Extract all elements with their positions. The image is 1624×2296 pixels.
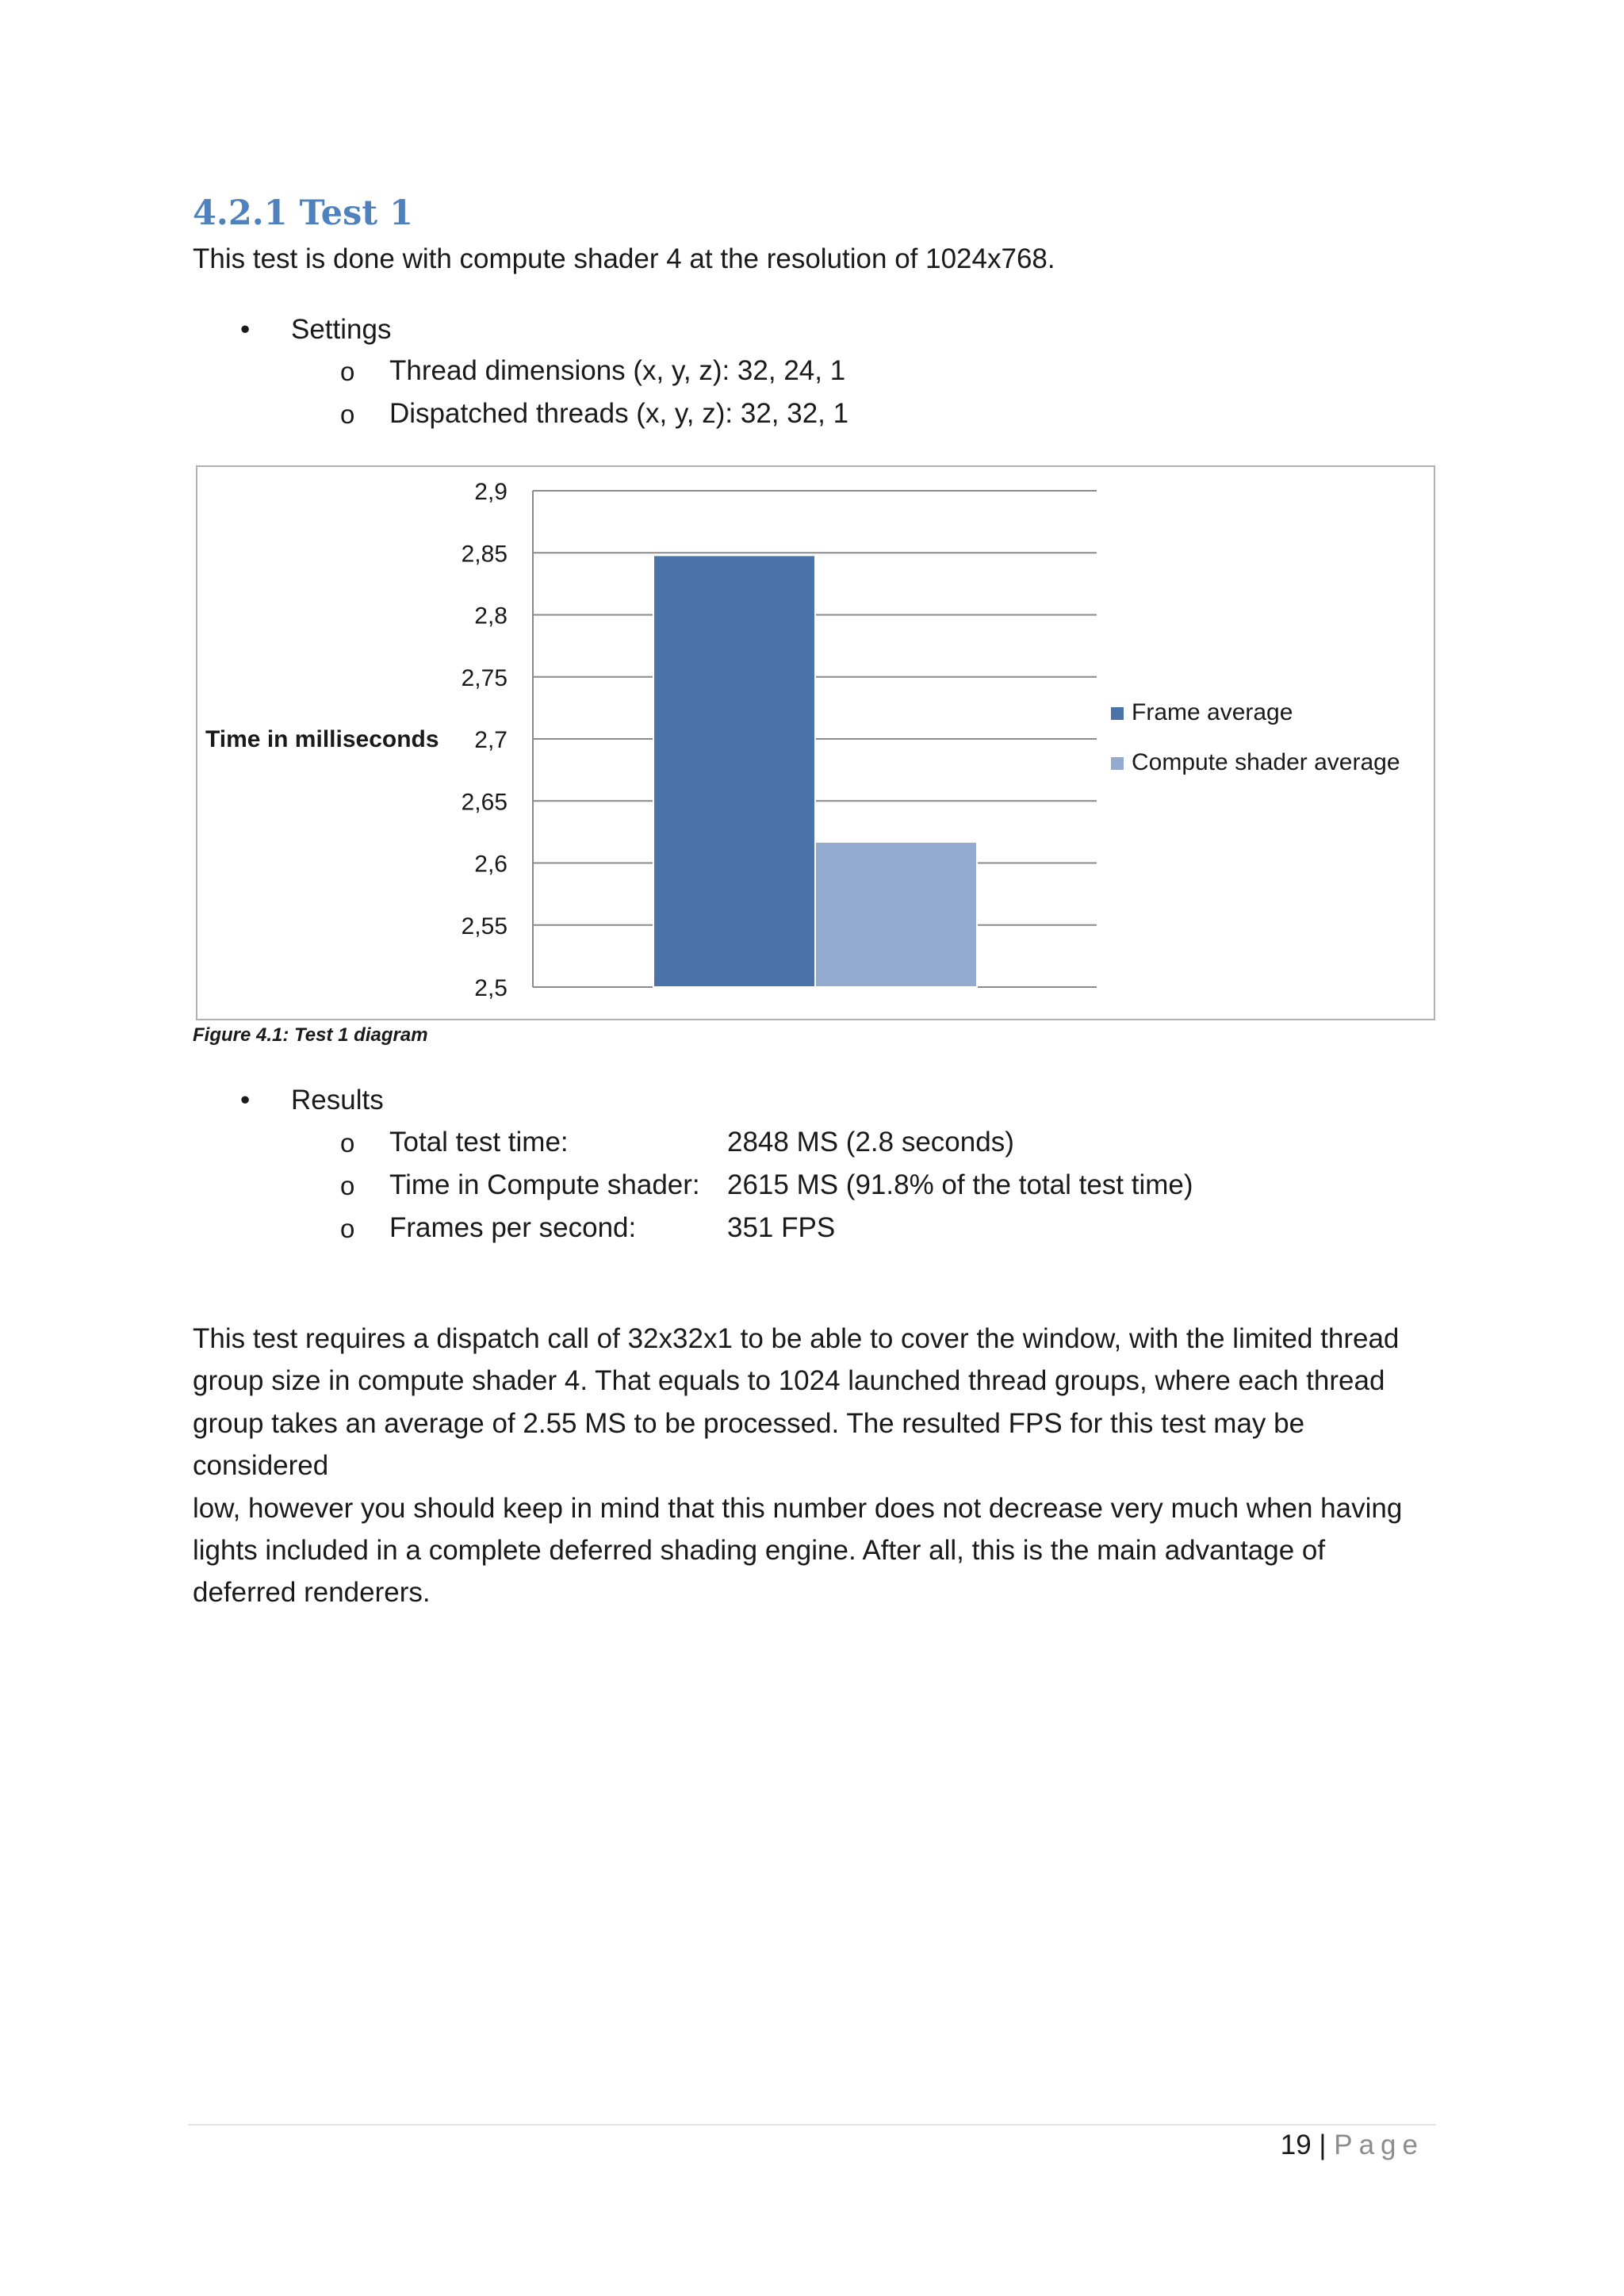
y-tick-label: 2,9 bbox=[474, 479, 508, 505]
result-value: 2615 MS (91.8% of the total test time) bbox=[727, 1169, 1193, 1200]
legend-swatch bbox=[1111, 757, 1124, 770]
figure-caption: Figure 4.1: Test 1 diagram bbox=[193, 1024, 428, 1046]
bar-compute-shader-average bbox=[815, 842, 977, 987]
results-label: Results bbox=[291, 1085, 384, 1115]
section-heading: 4.2.1 Test 1 bbox=[193, 193, 414, 233]
result-label: Frames per second: bbox=[389, 1212, 637, 1243]
result-value: 351 FPS bbox=[727, 1212, 836, 1243]
sub-bullet-marker: o bbox=[340, 1128, 355, 1158]
legend-label: Compute shader average bbox=[1132, 749, 1400, 775]
result-label: Time in Compute shader: bbox=[389, 1169, 700, 1200]
paragraph-line: group size in compute shader 4. That equals to 1024 launched thread groups, where each thread bbox=[193, 1365, 1385, 1397]
sub-bullet-marker: o bbox=[340, 400, 355, 429]
y-tick-label: 2,8 bbox=[474, 603, 508, 629]
bar-chart bbox=[197, 467, 1434, 1019]
settings-item: Thread dimensions (x, y, z): 32, 24, 1 bbox=[389, 355, 846, 386]
paragraph-line: low, however you should keep in mind that this number does not decrease very much when having bbox=[193, 1492, 1403, 1524]
paragraph-line: deferred renderers. bbox=[193, 1577, 431, 1609]
legend-label: Frame average bbox=[1132, 699, 1293, 725]
bullet-dot: • bbox=[240, 314, 251, 345]
intro-text: This test is done with compute shader 4 at the resolution of 1024x768. bbox=[193, 243, 1055, 274]
bullet-dot: • bbox=[240, 1085, 251, 1115]
result-value: 2848 MS (2.8 seconds) bbox=[727, 1127, 1014, 1158]
chart-frame bbox=[196, 465, 1435, 1020]
paragraph-line: This test requires a dispatch call of 32x32x1 to be able to cover the window, with the limited thread bbox=[193, 1323, 1400, 1354]
sub-bullet-marker: o bbox=[340, 357, 355, 386]
y-tick-label: 2,65 bbox=[461, 789, 508, 816]
bar-frame-average bbox=[653, 555, 815, 987]
footer-separator: | bbox=[1319, 2130, 1327, 2160]
page-footer bbox=[1189, 2130, 1424, 2161]
y-tick-label: 2,85 bbox=[461, 541, 508, 568]
sub-bullet-marker: o bbox=[340, 1214, 355, 1243]
y-tick-label: 2,75 bbox=[461, 664, 508, 691]
paragraph-line: lights included in a complete deferred shading engine. After all, this is the main advantage of bbox=[193, 1535, 1326, 1567]
body-paragraph bbox=[193, 1318, 1438, 1614]
y-tick-label: 2,55 bbox=[461, 913, 508, 939]
y-axis-label: Time in milliseconds bbox=[205, 726, 439, 752]
page-word: Page bbox=[1334, 2130, 1424, 2160]
settings-label: Settings bbox=[291, 314, 392, 345]
legend-swatch bbox=[1111, 707, 1124, 720]
paragraph-line: group takes an average of 2.55 MS to be processed. The resulted FPS for this test may be considered bbox=[193, 1407, 1305, 1482]
sub-bullet-marker: o bbox=[340, 1171, 355, 1200]
y-tick-label: 2,5 bbox=[474, 975, 508, 1001]
result-label: Total test time: bbox=[389, 1127, 569, 1158]
settings-item: Dispatched threads (x, y, z): 32, 32, 1 bbox=[389, 398, 849, 429]
y-tick-label: 2,6 bbox=[474, 851, 508, 878]
footer-rule bbox=[188, 2124, 1436, 2126]
page-number: 19 bbox=[1280, 2130, 1312, 2160]
y-tick-label: 2,7 bbox=[474, 727, 508, 753]
